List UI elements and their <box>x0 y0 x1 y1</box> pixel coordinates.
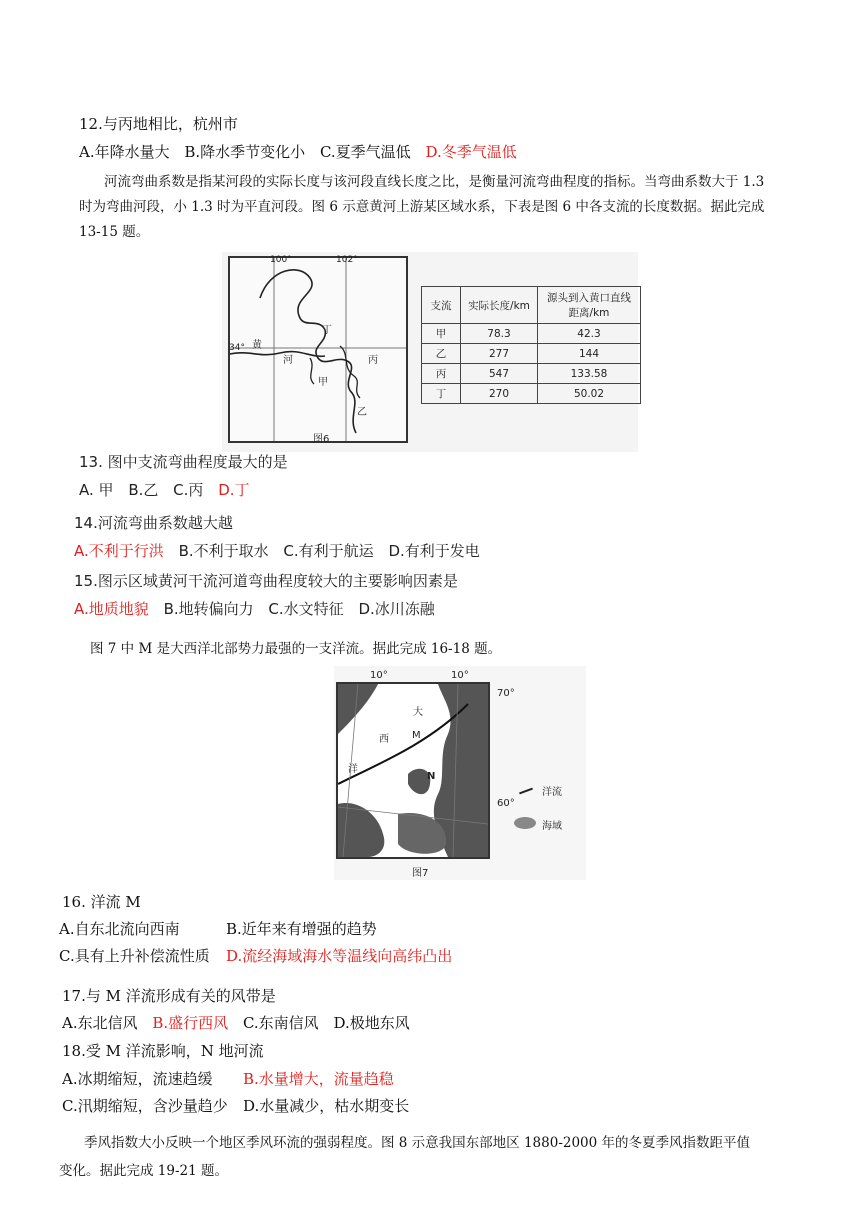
question-14-stem: 14.河流弯曲系数越大越 <box>74 514 233 532</box>
sea-area-legend-icon <box>514 817 536 829</box>
question-12-options <box>79 141 527 162</box>
q15-option-a-answer: A.地质地貌 <box>74 600 149 618</box>
table-cell: 乙 <box>422 344 461 364</box>
q15-option-c: C.水文特征 <box>268 600 344 618</box>
table-cell: 42.3 <box>538 324 641 344</box>
passage-1-line-1: 河流弯曲系数是指某河段的实际长度与该河段直线长度之比，是衡量河流弯曲程度的指标。当弯曲系数大于 1.3 <box>104 174 765 190</box>
table-row <box>422 344 641 364</box>
fig7-label-n: N <box>427 771 436 782</box>
fig7-legend-sea: 海域 <box>542 821 562 832</box>
fig6-lon-102: 102° <box>336 255 358 265</box>
fig7-label-m: M <box>412 730 421 741</box>
fig6-label-huang: 黄 <box>252 340 262 351</box>
question-15-stem: 15.图示区域黄河干流河道弯曲程度较大的主要影响因素是 <box>74 572 458 590</box>
fig7-legend-current: 洋流 <box>542 787 562 798</box>
fig6-label-yi: 乙 <box>357 407 367 418</box>
q13-option-c: C.丙 <box>173 481 204 499</box>
q17-option-b-answer: B.盛行西风 <box>152 1014 229 1032</box>
table-cell: 277 <box>461 344 538 364</box>
table-cell: 甲 <box>422 324 461 344</box>
q18-option-b-answer: B.水量增大，流量趋稳 <box>243 1070 394 1088</box>
table-cell: 133.58 <box>538 364 641 384</box>
q18-option-c: C.汛期缩短，含沙量趋少 <box>62 1097 228 1115</box>
question-17-options <box>62 1012 420 1033</box>
fig6-lon-100: 100° <box>270 255 292 265</box>
table-cell: 78.3 <box>461 324 538 344</box>
q15-option-b: B.地转偏向力 <box>163 600 254 618</box>
table-row <box>422 384 641 404</box>
q14-option-c: C.有利于航运 <box>283 542 374 560</box>
table-row <box>422 364 641 384</box>
fig7-caption: 图7 <box>412 868 429 879</box>
fig6-caption: 图6 <box>313 434 330 445</box>
fig7-label-da: 大 <box>413 707 423 718</box>
q16-option-d-answer: D.流经海域海水等温线向高纬凸出 <box>226 947 453 965</box>
question-14-options <box>74 540 490 561</box>
fig7-label-xi: 西 <box>379 734 389 745</box>
q13-option-d-answer: D.丁 <box>218 481 250 499</box>
q18-option-d: D.水量减少，枯水期变长 <box>243 1097 410 1115</box>
q16-option-c: C.具有上升补偿流性质 <box>59 947 210 965</box>
table-cell: 270 <box>461 384 538 404</box>
q17-option-d: D.极地东风 <box>333 1014 410 1032</box>
fig6-label-he: 河 <box>283 355 293 366</box>
question-15-options <box>74 598 445 619</box>
table-row <box>422 324 641 344</box>
q12-option-b: B.降水季节变化小 <box>184 143 306 161</box>
question-16-stem: 16. 洋流 M <box>62 893 141 911</box>
table-cell: 丙 <box>422 364 461 384</box>
q18-option-a: A.冰期缩短，流速趋缓 <box>62 1070 213 1088</box>
question-12-stem: 12.与丙地相比，杭州市 <box>79 115 238 133</box>
fig6-label-bing: 丙 <box>368 355 378 366</box>
passage-2: 图 7 中 M 是大西洋北部势力最强的一支洋流。据此完成 16-18 题。 <box>90 641 502 657</box>
q15-option-d: D.冰川冻融 <box>358 600 435 618</box>
q16-option-b: B.近年来有增强的趋势 <box>226 920 377 938</box>
q17-option-a: A.东北信风 <box>62 1014 138 1032</box>
q16-option-a: A.自东北流向西南 <box>59 920 180 938</box>
fig6-table <box>421 286 641 404</box>
q14-option-b: B.不利于取水 <box>178 542 269 560</box>
passage-1-line-2: 时为弯曲河段，小 1.3 时为平直河段。图 6 示意黄河上游某区域水系，下表是图 6 中各支流的长度数据。据此完成 <box>79 199 765 215</box>
fig6-table-header-row <box>422 287 641 324</box>
q12-option-d-answer: D.冬季气温低 <box>425 143 517 161</box>
q13-option-a: A. 甲 <box>79 481 114 499</box>
passage-3-line-1: 季风指数大小反映一个地区季风环流的强弱程度。图 8 示意我国东部地区 1880-2000 年的冬夏季风指数距平值 <box>84 1135 751 1151</box>
table-cell: 547 <box>461 364 538 384</box>
q14-option-d: D.有利于发电 <box>388 542 480 560</box>
table-cell: 50.02 <box>538 384 641 404</box>
fig7-label-yang: 洋 <box>348 764 358 775</box>
fig7-lat-60: 60° <box>497 798 515 809</box>
question-18-stem: 18.受 M 洋流影响，N 地河流 <box>62 1042 264 1060</box>
question-13-options <box>79 479 260 500</box>
passage-1-line-3: 13-15 题。 <box>79 224 150 240</box>
q17-option-c: C.东南信风 <box>242 1014 319 1032</box>
fig6-label-ding: 丁 <box>322 325 332 336</box>
fig6-table-header: 实际长度/km <box>461 287 538 324</box>
fig7-lon-left: 10° <box>370 670 388 681</box>
fig6-table-header: 支流 <box>422 287 461 324</box>
q12-option-a: A.年降水量大 <box>79 143 170 161</box>
question-13-stem: 13. 图中支流弯曲程度最大的是 <box>79 453 288 471</box>
fig7-lat-70: 70° <box>497 688 515 699</box>
q13-option-b: B.乙 <box>128 481 159 499</box>
table-cell: 144 <box>538 344 641 364</box>
fig6-label-jia: 甲 <box>318 377 328 388</box>
table-cell: 丁 <box>422 384 461 404</box>
fig7-lon-right: 10° <box>451 670 469 681</box>
q14-option-a-answer: A.不利于行洪 <box>74 542 164 560</box>
fig6-table-header: 源头到入黄口直线距离/km <box>538 287 641 324</box>
fig6-lat-34: 34° <box>229 343 245 353</box>
question-17-stem: 17.与 M 洋流形成有关的风带是 <box>62 987 276 1005</box>
passage-3-line-2: 变化。据此完成 19-21 题。 <box>59 1163 229 1179</box>
q12-option-c: C.夏季气温低 <box>319 143 411 161</box>
